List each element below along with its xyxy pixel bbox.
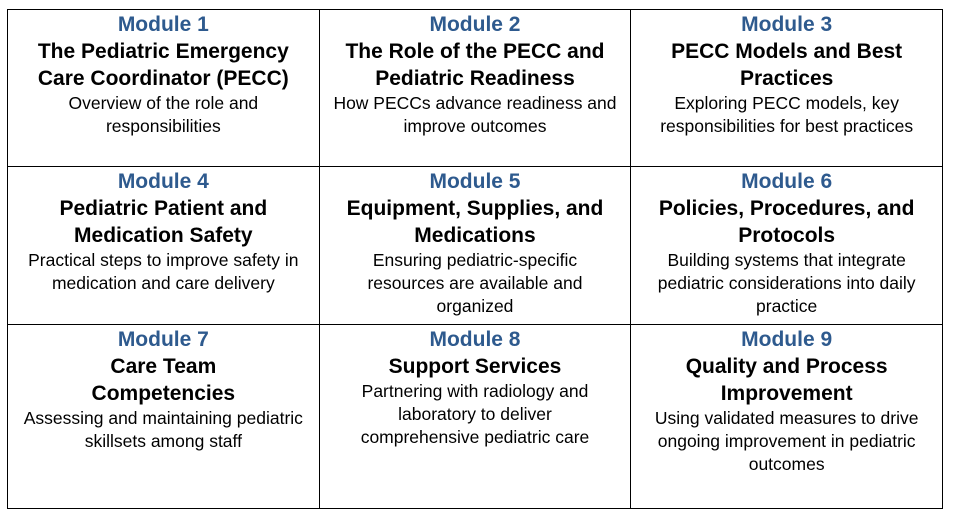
module-title: PECC Models and Best Practices — [671, 40, 903, 90]
module-cell-2 — [319, 10, 631, 167]
module-title: The Pediatric Emergency Care Coordinator (PECC) — [37, 40, 289, 90]
module-cell-1 — [8, 10, 320, 167]
module-label: Module 6 — [741, 170, 833, 193]
module-description: Overview of the role and responsibilities — [68, 93, 259, 136]
grid-row — [8, 325, 943, 509]
module-label: Module 3 — [741, 13, 833, 36]
module-description: Using validated measures to drive ongoing improvement in pediatric outcomes — [654, 408, 919, 474]
module-grid — [7, 9, 943, 509]
module-label: Module 4 — [117, 170, 209, 193]
module-title: Support Services — [388, 355, 562, 378]
module-label: Module 1 — [117, 13, 209, 36]
grid-row — [8, 10, 943, 167]
module-title: Policies, Procedures, and Protocols — [658, 197, 915, 247]
module-description: Ensuring pediatric-specific resources are available and organized — [367, 250, 583, 316]
module-description: Assessing and maintaining pediatric skillsets among staff — [23, 408, 303, 451]
module-cell-9 — [631, 325, 943, 509]
module-description: How PECCs advance readiness and improve outcomes — [333, 93, 617, 136]
module-cell-5 — [319, 167, 631, 325]
module-label: Module 9 — [741, 328, 833, 351]
module-title: Quality and Process Improvement — [685, 355, 888, 405]
module-description: Exploring PECC models, key responsibilities for best practices — [660, 93, 914, 136]
module-title: Equipment, Supplies, and Medications — [346, 197, 604, 247]
module-label: Module 8 — [429, 328, 521, 351]
module-cell-4 — [8, 167, 320, 325]
module-description: Partnering with radiology and laboratory to deliver comprehensive pediatric care — [360, 381, 590, 447]
module-cell-7 — [8, 325, 320, 509]
module-cell-6 — [631, 167, 943, 325]
module-title: The Role of the PECC and Pediatric Readiness — [345, 40, 605, 90]
module-description: Building systems that integrate pediatric considerations into daily practice — [657, 250, 916, 316]
module-label: Module 2 — [429, 13, 521, 36]
grid-row — [8, 167, 943, 325]
module-title: Pediatric Patient and Medication Safety — [59, 197, 268, 247]
module-title: Care Team Competencies — [91, 355, 236, 405]
module-cell-3 — [631, 10, 943, 167]
module-cell-8 — [319, 325, 631, 509]
module-description: Practical steps to improve safety in medication and care delivery — [28, 250, 299, 293]
module-label: Module 5 — [429, 170, 521, 193]
module-label: Module 7 — [117, 328, 209, 351]
